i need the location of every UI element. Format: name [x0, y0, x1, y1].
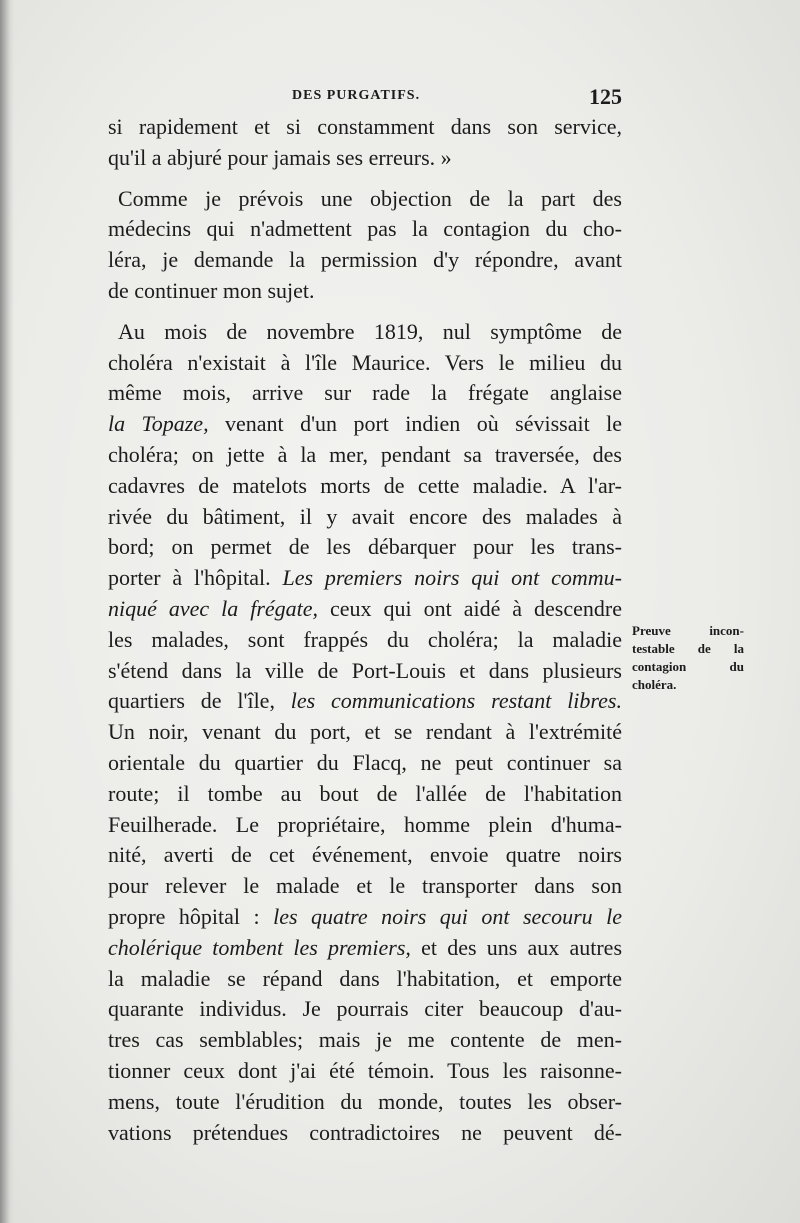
text-line: tionner ceux dont j'ai été témoin. Tous les raisonne- — [108, 1057, 622, 1083]
text-line: Feuilherade. Le propriétaire, homme plein d'huma- — [108, 811, 622, 837]
text-line: même mois, arrive sur rade la frégate anglaise — [108, 380, 622, 406]
text-line: s'étend dans la ville de Port-Louis et dans plusieurs — [108, 657, 622, 683]
text-line: choléra n'existait à l'île Maurice. Vers le milieu du — [108, 349, 622, 375]
text-line: cholérique tombent les premiers, et des uns aux autres — [108, 934, 623, 960]
text-line: les malades, sont frappés du choléra; la maladie — [108, 626, 622, 652]
margin-note-line: choléra. — [632, 677, 677, 692]
margin-note-line: contagion du — [632, 659, 744, 674]
text-line: médecins qui n'admettent pas la contagion du cho- — [108, 216, 622, 242]
text-line: Au mois de novembre 1819, nul symptôme de — [118, 318, 622, 344]
chapter-title: DES PURGATIFS. — [292, 88, 421, 103]
text-line: nité, averti de cet événement, envoie quatre noirs — [108, 842, 622, 868]
text-line: Comme je prévois une objection de la part des — [118, 185, 622, 211]
text-line: bord; on permet de les débarquer pour les trans- — [108, 534, 622, 560]
text-line: route; il tombe au bout de l'allée de l'habitation — [108, 780, 622, 806]
text-line: orientale du quartier du Flacq, ne peut continuer sa — [108, 749, 622, 775]
text-line: la Topaze, venant d'un port indien où sévissait le — [108, 411, 622, 437]
text-line: mens, toute l'érudition du monde, toutes les obser- — [108, 1088, 622, 1114]
text-line: choléra; on jette à la mer, pendant sa traversée, des — [108, 441, 622, 467]
text-line: porter à l'hôpital. Les premiers noirs qui ont commu- — [108, 565, 622, 591]
margin-note-line: testable de la — [632, 641, 744, 656]
text-line: rivée du bâtiment, il y avait encore des malades à — [108, 503, 622, 529]
text-line: propre hôpital : les quatre noirs qui ont secouru le — [108, 903, 622, 929]
text-line: Un noir, venant du port, et se rendant à l'extrémité — [108, 719, 622, 745]
text-line: qu'il a abjuré pour jamais ses erreurs. » — [108, 144, 452, 170]
text-line: niqué avec la frégate, ceux qui ont aidé à descendre — [108, 595, 622, 621]
page-number: 125 — [589, 84, 622, 109]
body-text — [108, 112, 622, 1148]
text-line: pour relever le malade et le transporter dans son — [108, 873, 622, 899]
text-line: quartiers de l'île, les communications restant libres. — [108, 688, 622, 714]
margin-note-line: Preuve incon- — [632, 623, 744, 638]
text-line: cadavres de matelots morts de cette maladie. A l'ar- — [108, 472, 622, 498]
running-head — [110, 84, 622, 110]
text-line: vations prétendues contradictoires ne peuvent dé- — [108, 1119, 622, 1145]
text-line: léra, je demande la permission d'y répondre, avant — [108, 247, 622, 273]
text-line: tres cas semblables; mais je me contente de men- — [108, 1027, 622, 1053]
text-line: la maladie se répand dans l'habitation, et emporte — [108, 965, 622, 991]
text-line: de continuer mon sujet. — [108, 277, 315, 303]
margin-note — [632, 622, 744, 694]
text-line: quarante individus. Je pourrais citer beaucoup d'au- — [108, 996, 622, 1022]
text-line: si rapidement et si constamment dans son service, — [108, 114, 622, 139]
